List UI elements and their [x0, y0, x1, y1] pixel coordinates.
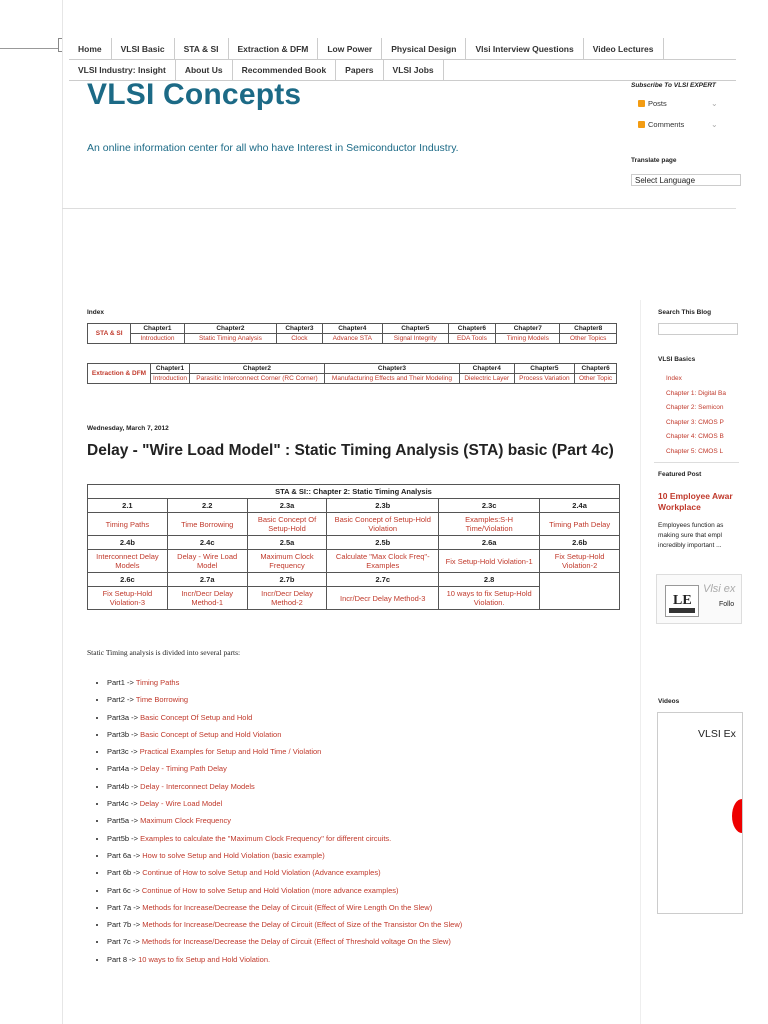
part-link[interactable]: Time Borrowing	[135, 695, 189, 705]
nav-vlsi-jobs[interactable]: VLSI Jobs	[384, 60, 444, 80]
chapter-link[interactable]: Timing Paths	[88, 513, 168, 536]
index-link[interactable]: Timing Models	[496, 334, 560, 344]
promo-name: Vlsi ex	[703, 583, 736, 595]
part-prefix: Part 6c ->	[107, 885, 142, 895]
index-head: Chapter2	[189, 364, 324, 374]
nav-physical-design[interactable]: Physical Design	[382, 38, 466, 59]
nav-recommended-book[interactable]: Recommended Book	[233, 60, 337, 80]
chevron-down-icon[interactable]: ⌄	[711, 99, 718, 108]
list-item	[107, 933, 462, 950]
list-item	[107, 778, 462, 795]
subscribe-posts[interactable]	[638, 99, 667, 108]
part-prefix: Part 7c ->	[107, 937, 142, 947]
part-link[interactable]: Maximum Clock Frequency	[140, 816, 232, 826]
chapter-num: 2.5b	[327, 536, 439, 550]
chapter-num: 2.3c	[439, 499, 540, 513]
part-link[interactable]: Timing Paths	[135, 678, 180, 687]
chapter-empty-cell	[540, 573, 620, 610]
sidebar-divider	[640, 300, 641, 1024]
search-input[interactable]	[658, 323, 738, 335]
index-head: Chapter1	[131, 324, 184, 334]
list-item	[107, 916, 462, 933]
nav-sta-si[interactable]: STA & SI	[175, 38, 229, 59]
list-item	[107, 691, 462, 708]
part-link[interactable]: Delay - Timing Path Delay	[140, 764, 227, 774]
site-title[interactable]: VLSI Concepts	[87, 78, 302, 111]
list-item	[107, 812, 462, 829]
chapter-num: 2.4c	[167, 536, 247, 550]
site-tagline: An online information center for all who have Interest in Semiconductor Industry.	[87, 142, 459, 154]
featured-excerpt	[658, 521, 738, 551]
index-link[interactable]: Advance STA	[322, 334, 382, 344]
index-group-sta: STA & SI	[88, 324, 131, 344]
list-item	[666, 387, 748, 402]
part-link[interactable]: 10 ways to fix Setup and Hold Violation.	[138, 954, 271, 964]
basics-link[interactable]: Chapter 1: Digital Ba	[666, 389, 726, 397]
part-prefix: Part 6b ->	[107, 868, 143, 878]
part-prefix: Part3a ->	[107, 712, 141, 722]
part-prefix: Part4a ->	[107, 764, 141, 774]
part-prefix: Part4b ->	[107, 781, 141, 791]
part-prefix: Part 6a ->	[107, 850, 143, 860]
top-left-line	[0, 48, 62, 49]
chapter-num: 2.6a	[439, 536, 540, 550]
chapter-link[interactable]: Time Borrowing	[167, 513, 247, 536]
index-head: Chapter3	[277, 324, 322, 334]
translate-label: Translate page	[631, 157, 677, 164]
subscribe-comments[interactable]	[638, 120, 684, 129]
chapter-link[interactable]: Basic Concept Of Setup-Hold	[247, 513, 327, 536]
subscribe-comments-label: Comments	[648, 120, 685, 129]
list-item	[107, 726, 462, 743]
index-link[interactable]: Dielectric Layer	[459, 374, 514, 384]
part-link[interactable]: Delay - Wire Load Model	[139, 799, 223, 809]
part-prefix: Part4c ->	[107, 799, 140, 809]
index-head: Chapter5	[383, 324, 449, 334]
list-item	[107, 951, 462, 968]
chapter-link[interactable]: Incr/Decr Delay Method-1	[167, 587, 247, 610]
index-head: Chapter2	[184, 324, 277, 334]
nav-vlsi-basic[interactable]: VLSI Basic	[112, 38, 175, 59]
search-label: Search This Blog	[658, 309, 712, 316]
list-item	[666, 445, 748, 460]
logo-icon	[666, 586, 698, 616]
chapter-num: 2.6c	[88, 573, 168, 587]
featured-title-line: Workplace	[658, 502, 701, 512]
rss-feed-icon	[638, 100, 645, 107]
nav-primary	[69, 38, 736, 60]
subscribe-posts-label: Posts	[648, 99, 667, 108]
chapter-num: 2.7b	[247, 573, 327, 587]
list-item	[107, 743, 462, 760]
nav-papers[interactable]: Papers	[336, 60, 383, 80]
vlsi-basics-list	[658, 372, 748, 459]
list-item	[107, 830, 462, 847]
chapter-num: 2.3a	[247, 499, 327, 513]
chapter-link[interactable]: Interconnect Delay Models	[88, 550, 168, 573]
part-prefix: Part1 ->	[107, 678, 136, 687]
index-head: Chapter6	[575, 364, 617, 374]
index-head: Chapter5	[514, 364, 575, 374]
index-link[interactable]: Process Variation	[514, 374, 575, 384]
part-link[interactable]: Practical Examples for Setup and Hold Time / Violation	[139, 747, 322, 757]
subscribe-label: Subscribe To VLSI EXPERT	[631, 82, 716, 89]
index-head: Chapter7	[496, 324, 560, 334]
part-link[interactable]: Methods for Increase/Decrease the Delay of Circuit (Effect of Wire Length On the Slew)	[142, 902, 433, 912]
part-link[interactable]: How to solve Setup and Hold Violation (basic example)	[142, 850, 325, 860]
language-select[interactable]: Select Language	[631, 174, 741, 186]
list-item	[666, 430, 748, 445]
chapter-link[interactable]: Maximum Clock Frequency	[247, 550, 327, 573]
part-prefix: Part3c ->	[107, 747, 140, 757]
featured-excerpt-line: Employees function as	[658, 522, 724, 529]
index-link[interactable]: EDA Tools	[448, 334, 496, 344]
part-prefix: Part 8 ->	[107, 954, 139, 964]
part-link[interactable]: Examples to calculate the "Maximum Clock Frequency" for different circuits.	[140, 833, 392, 843]
videos-label: Videos	[658, 698, 680, 705]
featured-title-line: 10 Employee Awar	[658, 491, 733, 501]
part-prefix: Part3b ->	[107, 729, 141, 739]
rss-feed-icon	[638, 121, 645, 128]
index-group-dfm: Extraction & DFM	[88, 364, 151, 384]
basics-link[interactable]: Chapter 2: Semicon	[666, 404, 724, 411]
list-item	[107, 795, 462, 812]
index-link[interactable]: Clock	[277, 334, 322, 344]
header-divider	[62, 208, 736, 209]
post-date: Wednesday, March 7, 2012	[87, 425, 169, 432]
index-link[interactable]: Introduction	[151, 374, 190, 384]
chapter-table	[87, 484, 620, 610]
chapter-link[interactable]: Delay - Wire Load Model	[167, 550, 247, 573]
chapter-caption: STA & SI:: Chapter 2: Static Timing Analysis	[88, 485, 620, 499]
part-prefix: Part 7a ->	[107, 902, 143, 912]
index-head: Chapter1	[151, 364, 190, 374]
chapter-num: 2.4a	[540, 499, 620, 513]
chevron-down-icon[interactable]: ⌄	[711, 120, 718, 129]
index-label: Index	[87, 309, 104, 316]
basics-link[interactable]: Chapter 5: CMOS L	[666, 447, 724, 455]
index-link[interactable]: Manufacturing Effects and Their Modeling	[324, 374, 459, 384]
featured-excerpt-line: incredibly important ...	[658, 542, 722, 549]
list-item	[107, 864, 462, 881]
chapter-num: 2.7c	[327, 573, 439, 587]
index-link[interactable]: Parasitic Interconnect Corner (RC Corner)	[189, 374, 324, 384]
index-table-sta	[87, 323, 617, 344]
list-item	[666, 372, 748, 387]
svg-text:LE: LE	[673, 593, 692, 608]
featured-title[interactable]	[658, 491, 738, 513]
nav-video-lectures[interactable]: Video Lectures	[584, 38, 664, 59]
part-prefix: Part2 ->	[107, 695, 136, 705]
nav-home[interactable]: Home	[69, 38, 112, 59]
index-link[interactable]: Other Topics	[560, 334, 617, 344]
part-prefix: Part 7b ->	[107, 920, 143, 930]
list-item	[666, 401, 748, 416]
part-link[interactable]: Methods for Increase/Decrease the Delay of Circuit (Effect of Threshold voltage On the Slew)	[141, 937, 451, 947]
chapter-link[interactable]: Incr/Decr Delay Method-3	[327, 587, 439, 610]
vlsi-expert-promo[interactable]	[656, 574, 742, 624]
post-title[interactable]: Delay - "Wire Load Model" : Static Timing Analysis (STA) basic (Part 4c)	[87, 442, 614, 459]
list-item	[666, 416, 748, 431]
index-head: Chapter6	[448, 324, 496, 334]
nav-interview-questions[interactable]: Vlsi Interview Questions	[466, 38, 583, 59]
chapter-link[interactable]: Fix Setup-Hold Violation-1	[439, 550, 540, 573]
chapter-num: 2.8	[439, 573, 540, 587]
basics-link[interactable]: Chapter 3: CMOS P	[666, 418, 724, 426]
basics-link[interactable]: Chapter 4: CMOS B	[666, 433, 724, 440]
vlsi-expert-logo	[665, 585, 699, 617]
chapter-link[interactable]: Fix Setup-Hold Violation-3	[88, 587, 168, 610]
chapter-num: 2.6b	[540, 536, 620, 550]
list-item	[107, 674, 462, 691]
video-player[interactable]	[657, 712, 743, 914]
featured-excerpt-line: making sure that empl	[658, 532, 722, 539]
index-link[interactable]: Static Timing Analysis	[184, 334, 277, 344]
play-button-icon[interactable]	[732, 799, 743, 833]
list-item	[107, 882, 462, 899]
chapter-num: 2.4b	[88, 536, 168, 550]
list-item	[107, 760, 462, 777]
chapter-link[interactable]: Incr/Decr Delay Method-2	[247, 587, 327, 610]
chapter-link[interactable]: Timing Path Delay	[540, 513, 620, 536]
list-item	[107, 899, 462, 916]
video-title: VLSI Ex	[698, 728, 736, 740]
chapter-num: 2.1	[88, 499, 168, 513]
index-head: Chapter4	[322, 324, 382, 334]
part-prefix: Part5a ->	[107, 816, 141, 826]
part-link[interactable]: Basic Concept of Setup and Hold Violation	[140, 729, 282, 739]
part-prefix: Part5b ->	[107, 833, 141, 843]
part-link[interactable]: Continue of How to solve Setup and Hold Violation (Advance examples)	[142, 868, 381, 878]
chapter-num: 2.5a	[247, 536, 327, 550]
nav-industry-insight[interactable]: VLSI Industry: Insight	[69, 60, 176, 80]
index-table-dfm	[87, 363, 617, 384]
chapter-link[interactable]: Basic Concept of Setup-Hold Violation	[327, 513, 439, 536]
post-intro: Static Timing analysis is divided into several parts:	[87, 648, 241, 657]
index-head: Chapter4	[459, 364, 514, 374]
chapter-num: 2.2	[167, 499, 247, 513]
part-link[interactable]: Continue of How to solve Setup and Hold Violation (more advance examples)	[141, 885, 399, 895]
list-item	[107, 847, 462, 864]
index-head: Chapter8	[560, 324, 617, 334]
list-item	[107, 709, 462, 726]
index-link[interactable]: Introduction	[131, 334, 184, 344]
nav-extraction-dfm[interactable]: Extraction & DFM	[229, 38, 319, 59]
chapter-link[interactable]: 10 ways to fix Setup-Hold Violation.	[439, 587, 540, 610]
parts-list	[95, 674, 462, 968]
featured-label: Featured Post	[658, 471, 702, 478]
vlsi-basics-label: VLSI Basics	[658, 356, 696, 363]
nav-low-power[interactable]: Low Power	[318, 38, 382, 59]
basics-link[interactable]: Index	[666, 375, 682, 382]
part-link[interactable]: Basic Concept Of Setup and Hold	[140, 712, 253, 722]
chapter-link[interactable]: Calculate "Max Clock Freq"- Examples	[327, 550, 439, 573]
chapter-link[interactable]: Fix Setup-Hold Violation-2	[540, 550, 620, 573]
index-link[interactable]: Other Topic	[575, 374, 617, 384]
chapter-link[interactable]: Examples:S-H Time/Violation	[439, 513, 540, 536]
chapter-num: 2.3b	[327, 499, 439, 513]
index-link[interactable]: Signal Integrity	[383, 334, 449, 344]
index-head: Chapter3	[324, 364, 459, 374]
part-link[interactable]: Methods for Increase/Decrease the Delay of Circuit (Effect of Size of the Transistor On the Slew)	[142, 920, 463, 930]
sidebar-divider	[654, 462, 739, 463]
follow-button[interactable]: Follo	[719, 601, 735, 608]
nav-about-us[interactable]: About Us	[176, 60, 233, 80]
part-link[interactable]: Delay - Interconnect Delay Models	[140, 781, 255, 791]
chapter-num: 2.7a	[167, 573, 247, 587]
